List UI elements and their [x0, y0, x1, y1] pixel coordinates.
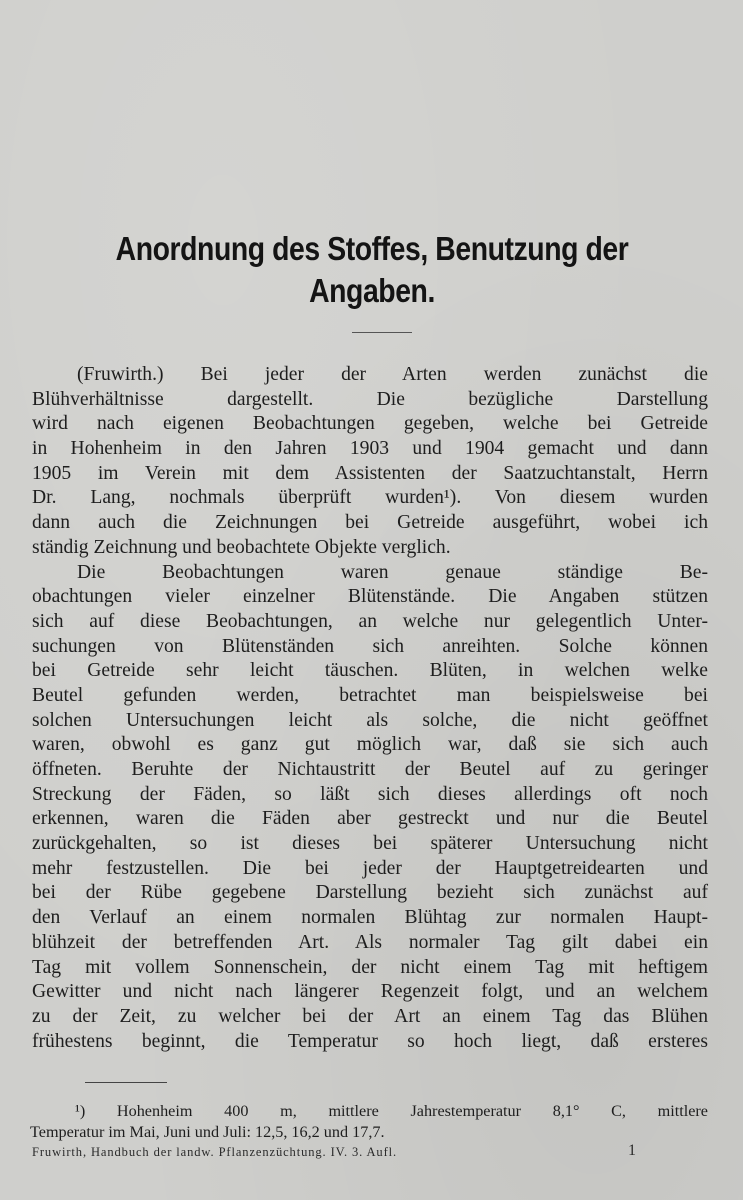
- body-line: Die Beobachtungen waren genaue ständige Be-: [77, 561, 708, 583]
- body-line: zurückgehalten, so ist dieses bei späterer Untersuchung nicht: [32, 833, 708, 855]
- body-line: in Hohenheim in den Jahren 1903 und 1904 gemacht und dann: [32, 438, 708, 460]
- body-line: bei der Rübe gegebene Darstellung bezieht sich zunächst auf: [32, 882, 708, 904]
- footnote-line: Temperatur im Mai, Juni und Juli: 12,5, 16,2 und 17,7.: [30, 1123, 385, 1141]
- footnotes: [30, 1101, 708, 1143]
- body-line: frühestens beginnt, die Temperatur so hoch liegt, daß ersteres: [32, 1030, 708, 1052]
- body-line: Blühverhältnisse dargestellt. Die bezügliche Darstellung: [32, 388, 708, 410]
- body-line: blühzeit der betreffenden Art. Als normaler Tag gilt dabei ein: [32, 931, 708, 953]
- page-title-line-1: Anordnung des Stoffes, Benutzung der: [115, 230, 629, 267]
- body-line: Beutel gefunden werden, betrachtet man beispielsweise bei: [32, 684, 708, 706]
- footnote-line: ¹) Hohenheim 400 m, mittlere Jahrestemperatur 8,1° C, mittlere: [75, 1102, 708, 1120]
- body-text: [32, 363, 708, 1054]
- running-footer: Fruwirth, Handbuch der landw. Pflanzenzüchtung. IV. 3. Aufl.: [32, 1145, 398, 1159]
- body-line: suchungen von Blütenständen sich anreihten. Solche können: [32, 635, 708, 657]
- body-line: öffneten. Beruhte der Nichtaustritt der Beutel auf zu geringer: [32, 759, 708, 780]
- body-line: waren, obwohl es ganz gut möglich war, daß sie sich auch: [32, 734, 708, 756]
- body-line: (Fruwirth.) Bei jeder der Arten werden zunächst die: [77, 364, 708, 385]
- body-line: solchen Untersuchungen leicht als solche, die nicht geöffnet: [32, 709, 708, 731]
- body-line: obachtungen vieler einzelner Blütenstände. Die Angaben stützen: [32, 586, 708, 608]
- body-line: Gewitter und nicht nach längerer Regenzeit folgt, und an welchem: [32, 981, 708, 1003]
- body-line: mehr festzustellen. Die bei jeder der Hauptgetreidearten und: [32, 857, 708, 879]
- body-line: wird nach eigenen Beobachtungen gegeben, welche bei Getreide: [32, 413, 708, 435]
- body-line: 1905 im Verein mit dem Assistenten der Saatzuchtanstalt, Herrn: [32, 462, 708, 484]
- body-line: Tag mit vollem Sonnenschein, der nicht einem Tag mit heftigem: [32, 956, 708, 978]
- page-title-line-2: Angaben.: [309, 272, 435, 309]
- page-number: 1: [628, 1142, 636, 1159]
- body-line: erkennen, waren die Fäden aber gestreckt und nur die Beutel: [32, 808, 708, 830]
- body-line: Dr. Lang, nochmals überprüft wurden¹). Von diesem wurden: [32, 487, 708, 509]
- body-line: sich auf diese Beobachtungen, an welche nur gelegentlich Unter-: [32, 610, 708, 632]
- body-line: zu der Zeit, zu welcher bei der Art an einem Tag das Blühen: [32, 1005, 708, 1027]
- body-line: Streckung der Fäden, so läßt sich dieses allerdings oft noch: [32, 783, 708, 805]
- page-title: [86, 228, 657, 312]
- title-divider: [352, 332, 412, 333]
- body-line: dann auch die Zeichnungen bei Getreide ausgeführt, wobei ich: [32, 512, 708, 534]
- footnote-divider: [85, 1082, 167, 1083]
- body-line: bei Getreide sehr leicht täuschen. Blüten, in welchen welke: [32, 660, 708, 682]
- body-line: ständig Zeichnung und beobachtete Objekte verglich.: [32, 536, 451, 558]
- body-line: den Verlauf an einem normalen Blühtag zur normalen Haupt-: [32, 907, 708, 929]
